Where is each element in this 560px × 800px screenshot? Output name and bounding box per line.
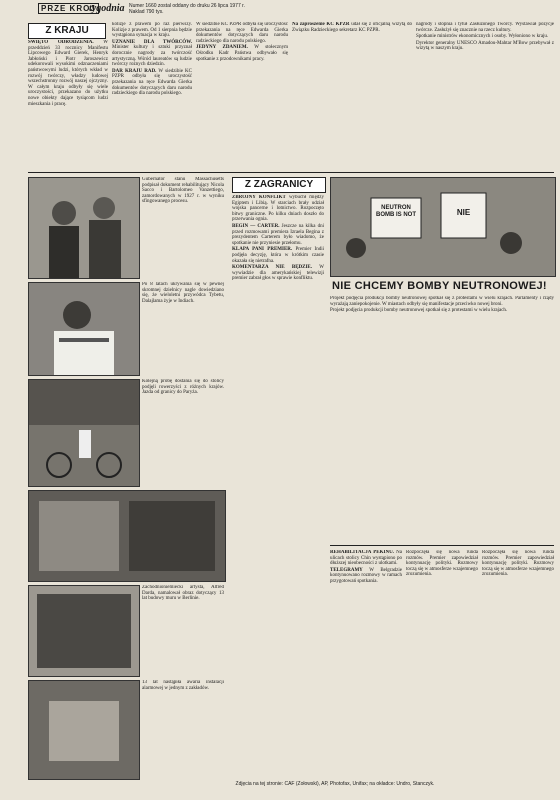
kraj-col-2	[112, 22, 192, 170]
bomb-headline: NIE CHCEMY BOMBY NEUTRONOWEJ!	[332, 280, 547, 292]
issue-info: Numer 1660 zostal oddany do druku 26 lipca 1977 r. Naklad 790 tys.	[129, 3, 245, 15]
right-text-2: Rozpoczęła się nowa runda rozmów. Premier zapowiedział kontynuację polityki. Rozmowy toczą się w atmosferze wzajemnego zrozumienia.	[482, 550, 554, 578]
koment-head: KOMENTARZA NIE BĘDZIE.	[232, 265, 313, 271]
koment-text: W wywiadzie dla amerykańskiej telewizji premier zabrał głos w sprawie konfliktu.	[232, 265, 324, 282]
section-title: tygodnia	[89, 3, 125, 14]
rehab-head: REHABILITACJA PEKINU.	[330, 550, 394, 555]
kraj-col-3	[196, 22, 288, 170]
protest-sign-1: NEUTRON BOMB IS NOT	[376, 205, 416, 218]
begin-head: BEGIN — CARTER.	[232, 223, 280, 229]
kraj-col-1	[28, 40, 108, 170]
tele-head: TELEGRAMY	[330, 567, 363, 573]
caption-2: Po 8 latach ukrywania się w pewnej skromnej dzielnicy nagle dowiedziano się, że wieloletni przywódca Tybetu, Dalajlama żyje w Indiach.	[142, 282, 224, 304]
konflikt-head: ZBROJNY KONFLIKT	[232, 195, 286, 200]
photo-sacco-vanzetti	[28, 177, 140, 279]
kraj-p3-head: UZNANIE DLA TWÓRCÓW.	[112, 39, 192, 45]
zag-col-4	[482, 550, 554, 778]
caption-3: Kolejną próbę dostania się do stolicy podjęli rowerzyści z różnych krajów. Jazda od granicy do Paryża.	[142, 379, 224, 396]
zag-col-1	[232, 195, 324, 778]
kraj-p4: W stołecznym Ośrodku Kadr Państwa odbywało się spotkanie z przodownikami pracy.	[196, 45, 288, 62]
caption-5: 13 lat nastąpiła awaria instalacji alarmowej w jednym z zakładów.	[142, 680, 224, 691]
bomb-text: Projekt podjęcia produkcji bomby neutronowej spotkał się z protestami w wielu krajach. Parlamenty i rządy wyrażają zaniepokojenie. W miastach odbyły się manifestacje przeciwko nowej broni.	[330, 296, 554, 307]
begin-text: Jeszcze na kilka dni przed rozmowami premiera Izraela Begina z prezydentem Carterem było wiadomo, że spotkanie nie przyniesie przełomu.	[232, 223, 324, 246]
kraj-p4-head: JEDYNY ZDANIEM.	[196, 45, 248, 51]
zag-col-2	[330, 550, 402, 778]
protest-sign-2: NIE	[456, 208, 471, 217]
kraj-p2-cont: W siedzibie KC PZPR odbyła się uroczystość przekazania na ręce Edwarda Gierka dokumentów dotyczących daru narodu radzieckiego dla narodu polskiego.	[196, 22, 288, 44]
kraj-p1-head: ŚWIĘTO ODRODZENIA.	[28, 40, 94, 45]
zag-top-p1: nagrody i stopnia i tytuł Zasłużonego Twórcy. Wystawiał pozycje twórcze. Zasłużył się znacznie na rzecz kultury.	[416, 22, 554, 33]
klapa-text: Premier Indii podjęła decyzję, która w krótkim czasie okazała się nietrafna.	[232, 247, 324, 264]
bomb-text-col	[330, 296, 554, 542]
divider-top	[28, 172, 554, 173]
kraj-p5: kolizje z prawem po raz pierwszy. Kolizje z prawem. Od 1 sierpnia będzie wystąpiona sytuacja w kraju.	[112, 22, 192, 39]
zag-top-p3: Dyrektor generalny UNESCO Amadou-Mahtar M'Bow przebywał z wizytą w naszym kraju.	[416, 40, 554, 52]
caption-6: Projekt podjęcia produkcji bomby neutronowej spotkał się z protestami w wielu krajach.	[330, 308, 508, 314]
photo-painting	[28, 585, 140, 677]
kraj-p6-head: Na zaproszenie KC KPZR	[292, 22, 350, 27]
kraj-p1: W przeddzień 33 rocznicy Manifestu Lipcowego Edward Gierek, Henryk Jabłoński i Piotr Jaroszewicz udekorowali wysokimi odznaczeniami państwowymi ludzi, których wkład w rozwój twórczy, władzy ludowej wszechstronny rozwój naszej ojczyzny. W całym kraju odbyły się wiele uroczystości, przekazano do użytku nowe obiekty dające tysiącom ludzi mieszkania i pracę.	[28, 40, 108, 107]
photo-alarm	[28, 680, 140, 780]
zag-top-col	[416, 22, 554, 170]
kraj-header: Z KRAJU	[28, 23, 106, 39]
kraj-p2: W siedzibie KC PZPR odbyła się uroczystość przekazania na ręce Edwarda Gierka dokumentów dotyczących daru narodu radzieckiego dla narodu polskiego.	[112, 68, 192, 97]
kraj-col-4	[292, 22, 412, 170]
zag-col-3	[406, 550, 478, 778]
masthead	[5, 2, 555, 18]
klapa-head: KLAPA PANI PREMIER.	[232, 247, 293, 253]
photo-credits: Zdjęcia na tej stronie: CAF (Zołowski), AP, Photofax, Unifax; na okładce: Undro, Stanczyk.	[235, 781, 435, 787]
rehab-text: Na ulicach stolicy Chin wystąpiono po dłuższej nieobecności z ulotkami.	[330, 550, 402, 567]
zagranica-header: Z ZAGRANICY	[232, 177, 326, 193]
caption-1: Gubernator stanu Massachusetts podpisał dokument rehabilitujący Nicola Sacco i Bartolomeo Vanzettiego, zamordowanych w 1927 r. w wyniku sfingowanego procesu.	[142, 177, 224, 205]
caption-4: Zachodnioniemiecki artysta, Alfred Darda, namalował obraz dotyczący 13 lat budowy muru w Berlinie.	[142, 585, 224, 602]
kraj-p6: udał się z oficjalną wizytą do Związku Radzieckiego sekretarz KC PZPR.	[292, 22, 412, 33]
photo-protest	[330, 177, 556, 277]
zag-top-p2: Spotkanie ministrów ekonomicznych i osoby. Wyłoniono w kraju.	[416, 34, 549, 40]
tele-text: W Belgradzie kontynuowano rozmowy w ramach przygotowań spotkania.	[330, 567, 402, 584]
kraj-p2-head: DAR KRAJU RAD.	[112, 68, 157, 74]
logo: PRZE KROJ	[38, 3, 99, 14]
photo-dalajlama	[28, 282, 140, 376]
divider-mid	[330, 545, 554, 546]
right-text: Rozpoczęła się nowa runda rozmów. Premier zapowiedział kontynuację polityki. Rozmowy toczą się w atmosferze wzajemnego zrozumienia.	[406, 550, 478, 578]
konflikt-text: wybuchł między Egiptem i Libią. W starciach brały udział wojska pancerne i lotnictwo. Rozpoczęto bitwy graniczne. Po kilku dniach doszło do przerwania ognia.	[232, 195, 324, 223]
photo-cyclists	[28, 379, 140, 487]
kraj-p3: Minister kultury i sztuki przyznał dorocznie nagrody za twórczość artystyczną. Wśród laureatów są ludzie twórczy rożnych dziedzin.	[112, 45, 192, 68]
photo-berlin-wall	[28, 490, 226, 582]
